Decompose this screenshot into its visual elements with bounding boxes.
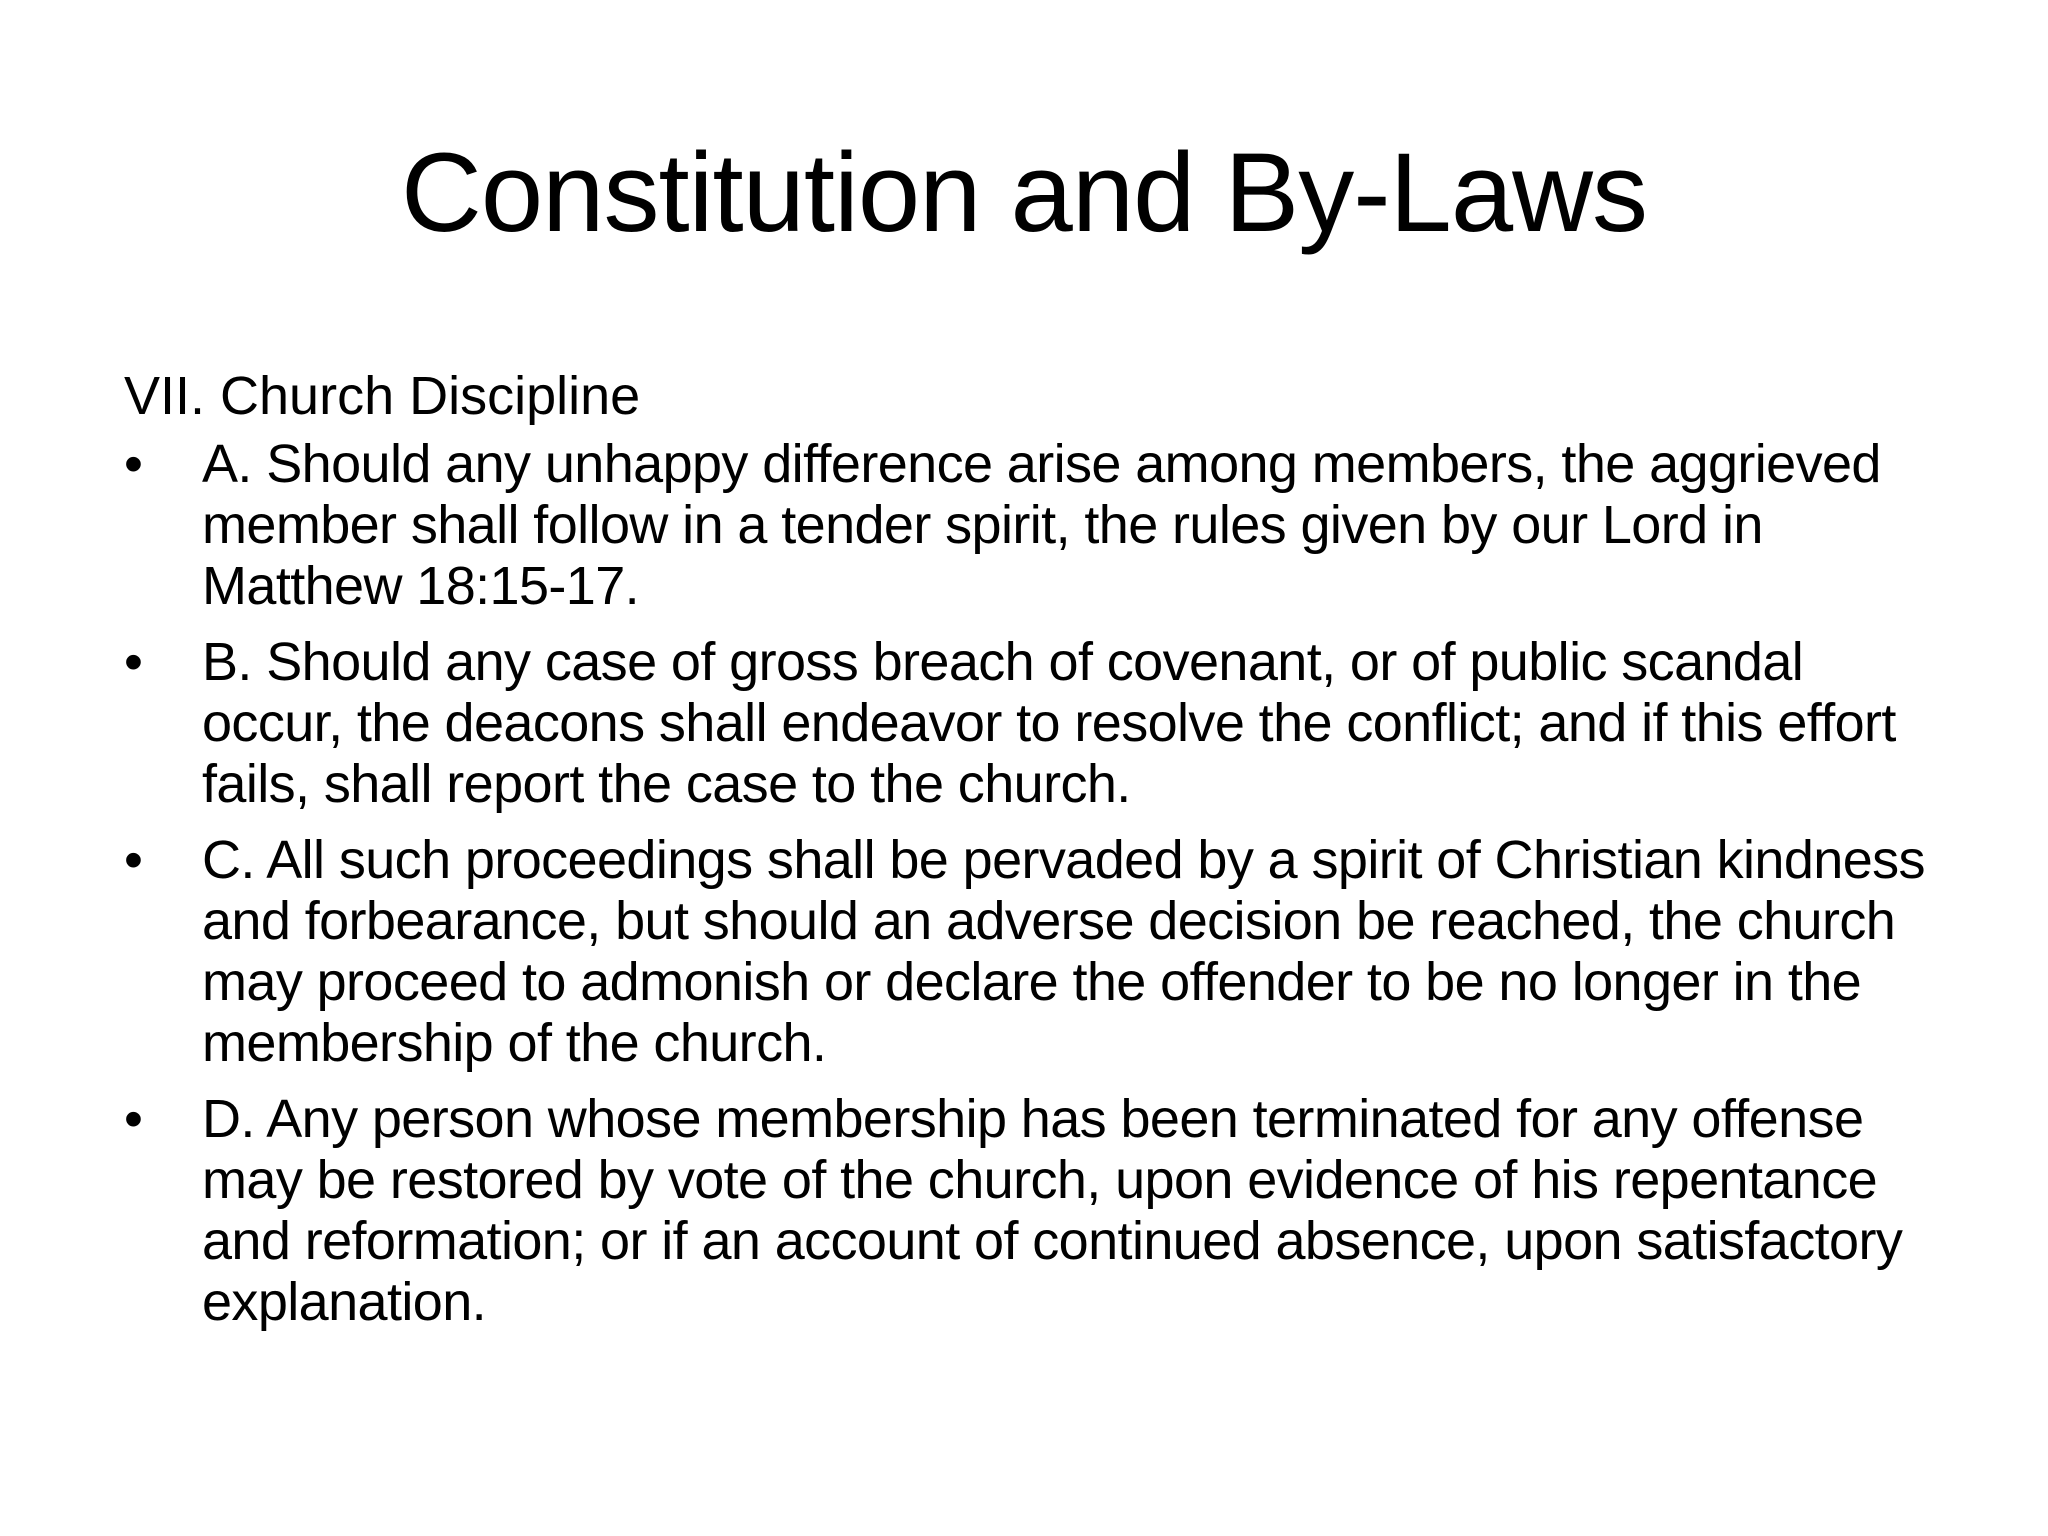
bullet-text-b: B. Should any case of gross breach of covenant, or of public scandal occur, the deacons shall endeavor to resolve the conflict; and if this effort fails, shall report the case to the church.: [202, 632, 1896, 814]
bullet-item-c: [124, 830, 1944, 1074]
bullet-item-d: [124, 1089, 1944, 1333]
bullet-item-a: [124, 434, 1944, 617]
bullet-text-a: A. Should any unhappy difference arise among members, the aggrieved member shall follow in a tender spirit, the rules given by our Lord in Matthew 18:15-17.: [202, 434, 1881, 616]
bullet-list: [124, 434, 1944, 1333]
bullet-icon: •: [124, 1089, 143, 1149]
slide-title: Constitution and By-Laws: [400, 130, 1647, 255]
bullet-icon: •: [124, 830, 143, 890]
section-heading: VII. Church Discipline: [124, 366, 641, 426]
slide-body: [124, 364, 1944, 1348]
bullet-text-d: D. Any person whose membership has been terminated for any offense may be restored by vote of the church, upon evidence of his repentance and reformation; or if an account of continued absence, upon satisfactory explanation.: [202, 1089, 1903, 1332]
bullet-item-b: [124, 632, 1944, 815]
bullet-text-c: C. All such proceedings shall be pervaded by a spirit of Christian kindness and forbearance, but should an adverse decision be reached, the church may proceed to admonish or declare the offender to be no longer in the membership of the church.: [202, 830, 1925, 1073]
bullet-icon: •: [124, 632, 143, 692]
bullet-icon: •: [124, 434, 143, 494]
